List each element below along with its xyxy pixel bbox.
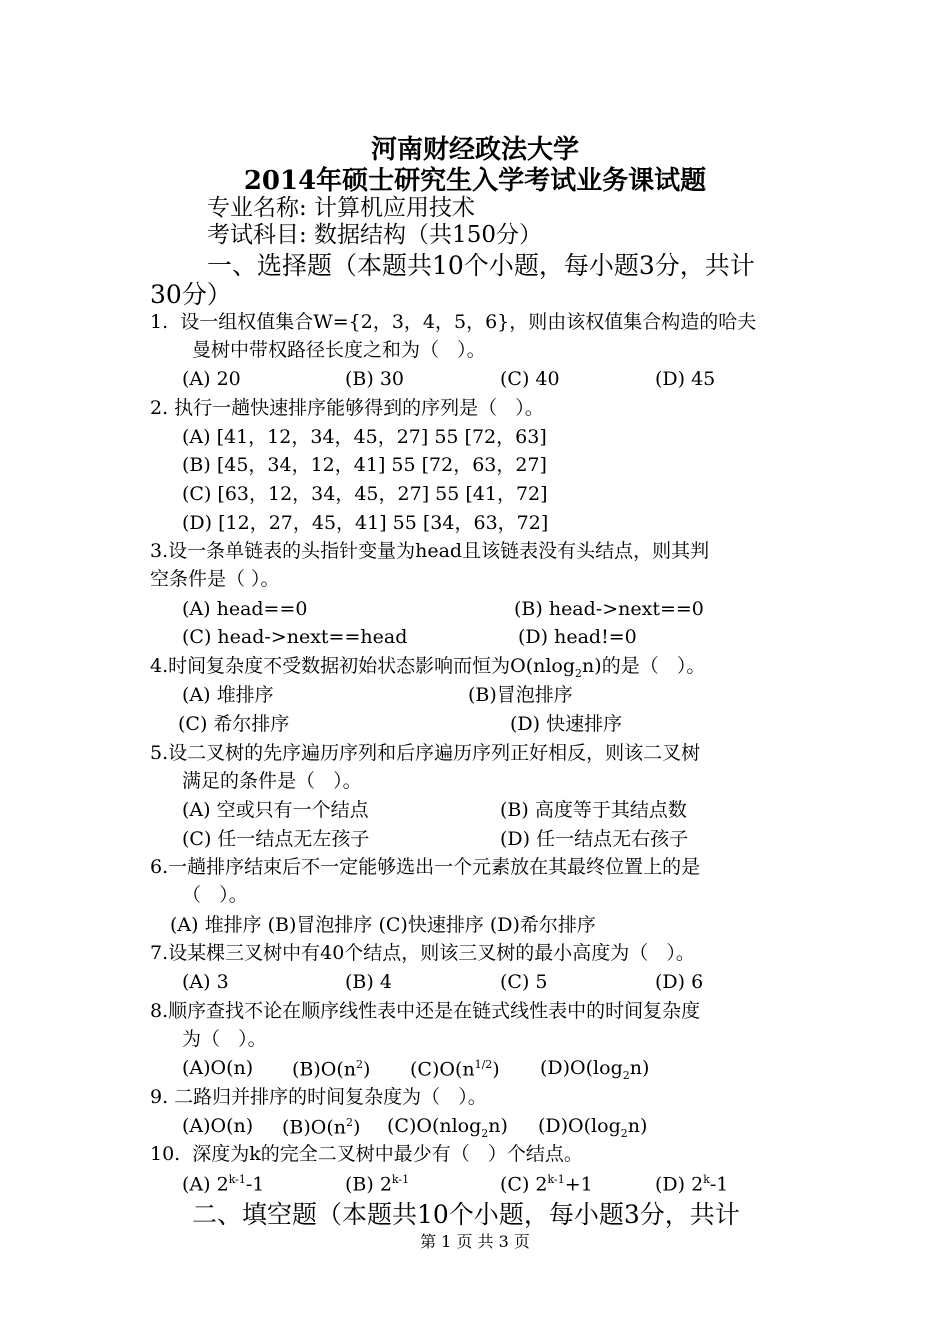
q2-option-d: (D) [12，27，45，41] 55 [34，63，72] bbox=[182, 512, 549, 534]
section2-heading: 二、填空题（本题共10个小题，每小题3分，共计 bbox=[192, 1200, 740, 1229]
q2-option-a: (A) [41，12，34，45，27] 55 [72，63] bbox=[182, 426, 547, 448]
q9-option-d: $(D)O(\log_2n)$ bbox=[538, 1115, 648, 1140]
q7-option-d: (D) 6 bbox=[655, 971, 704, 993]
section1-heading: 一、选择题（本题共10个小题，每小题3分，共计 bbox=[207, 251, 755, 280]
q8-option-b: $(B)O(n^2)$ bbox=[292, 1058, 371, 1081]
question-8: 8.顺序查找不论在顺序线性表中还是在链式线性表中的时间复杂度 bbox=[150, 1000, 701, 1022]
q4-option-d: (D) 快速排序 bbox=[510, 713, 623, 735]
q9-option-c: (C)O(nlog$_2$n) bbox=[387, 1115, 508, 1140]
q4-option-b: (B)冒泡排序 bbox=[468, 684, 573, 706]
q3-option-a: (A) head==0 bbox=[182, 598, 308, 620]
q5-option-a: (A) 空或只有一个结点 bbox=[182, 799, 369, 821]
q10-option-a: (A) 2$^{k-1}$-1 bbox=[182, 1173, 265, 1196]
page-footer: 第 1 页 共 3 页 bbox=[420, 1232, 530, 1251]
exam-subject: 考试科目: 数据结构（共150分） bbox=[207, 222, 542, 248]
question-2: 2. 执行一趟快速排序能够得到的序列是（ ）。 bbox=[150, 397, 544, 419]
q8-option-d: $(D)O(\log_2n)$ bbox=[540, 1057, 650, 1082]
q5-option-d: (D) 任一结点无右孩子 bbox=[500, 828, 689, 850]
q2-option-b: (B) [45，34，12，41] 55 [72，63，27] bbox=[182, 454, 547, 476]
q4-option-c: (C) 希尔排序 bbox=[178, 713, 290, 735]
question-1: 1. 设一组权值集合W={2，3，4，5，6}，则由该权值集合构造的哈夫 bbox=[150, 311, 757, 333]
question-6-cont: （ ）。 bbox=[182, 884, 248, 906]
q4-option-a: (A) 堆排序 bbox=[182, 684, 274, 706]
question-4: 4.时间复杂度不受数据初始状态影响而恒为O(nlog$_2$n)的是（ ）。 bbox=[150, 655, 706, 680]
question-6: 6.一趟排序结束后不一定能够选出一个元素放在其最终位置上的是 bbox=[150, 856, 701, 878]
q3-option-c: (C) head->next==head bbox=[182, 626, 408, 648]
q3-option-d: (D) head!=0 bbox=[518, 626, 637, 648]
question-8-cont: 为（ ）。 bbox=[182, 1028, 267, 1050]
q5-option-c: (C) 任一结点无左孩子 bbox=[182, 828, 370, 850]
question-1-cont: 曼树中带权路径长度之和为（ ）。 bbox=[192, 339, 486, 361]
q9-option-a: (A)O(n) bbox=[182, 1115, 254, 1137]
university-name: 河南财经政法大学 bbox=[370, 135, 579, 165]
q7-option-a: (A) 3 bbox=[182, 971, 229, 993]
q5-option-b: (B) 高度等于其结点数 bbox=[500, 799, 687, 821]
q7-option-c: (C) 5 bbox=[500, 971, 548, 993]
q6-options: (A) 堆排序 (B)冒泡排序 (C)快速排序 (D)希尔排序 bbox=[170, 914, 596, 936]
question-10: 10. 深度为k的完全二叉树中最少有（ ）个结点。 bbox=[150, 1143, 583, 1165]
major-name: 专业名称: 计算机应用技术 bbox=[207, 195, 476, 221]
question-5: 5.设二叉树的先序遍历序列和后序遍历序列正好相反，则该二叉树 bbox=[150, 742, 701, 764]
q10-option-d: (D) 2$^k$-1 bbox=[655, 1173, 729, 1196]
q8-option-a: (A)O(n) bbox=[182, 1057, 254, 1079]
q1-option-c: (C) 40 bbox=[500, 368, 560, 390]
q10-option-b: (B) 2$^{k-1}$ bbox=[345, 1173, 410, 1196]
q3-option-b: (B) head->next==0 bbox=[514, 598, 704, 620]
question-3: 3.设一条单链表的头指针变量为head且该链表没有头结点，则其判 bbox=[150, 540, 710, 562]
q1-option-a: (A) 20 bbox=[182, 368, 241, 390]
q1-option-b: (B) 30 bbox=[345, 368, 405, 390]
q7-option-b: (B) 4 bbox=[345, 971, 392, 993]
q1-option-d: (D) 45 bbox=[655, 368, 716, 390]
q2-option-c: (C) [63，12，34，45，27] 55 [41，72] bbox=[182, 483, 548, 505]
question-5-cont: 满足的条件是（ ）。 bbox=[182, 770, 362, 792]
exam-title: 2014年硕士研究生入学考试业务课试题 bbox=[243, 166, 707, 196]
q9-option-b: $(B)O(n^2)$ bbox=[282, 1116, 361, 1139]
q10-option-c: (C) $2^{k-1}+1$ bbox=[500, 1173, 593, 1196]
q8-option-c: $(C)O(n^{1/2})$ bbox=[410, 1058, 500, 1081]
section1-heading-cont: 30分） bbox=[150, 280, 232, 309]
question-9: 9. 二路归并排序的时间复杂度为（ ）。 bbox=[150, 1086, 487, 1108]
question-7: 7.设某棵三叉树中有40个结点，则该三叉树的最小高度为（ ）。 bbox=[150, 942, 695, 964]
question-3-cont: 空条件是（ ）。 bbox=[150, 568, 280, 590]
